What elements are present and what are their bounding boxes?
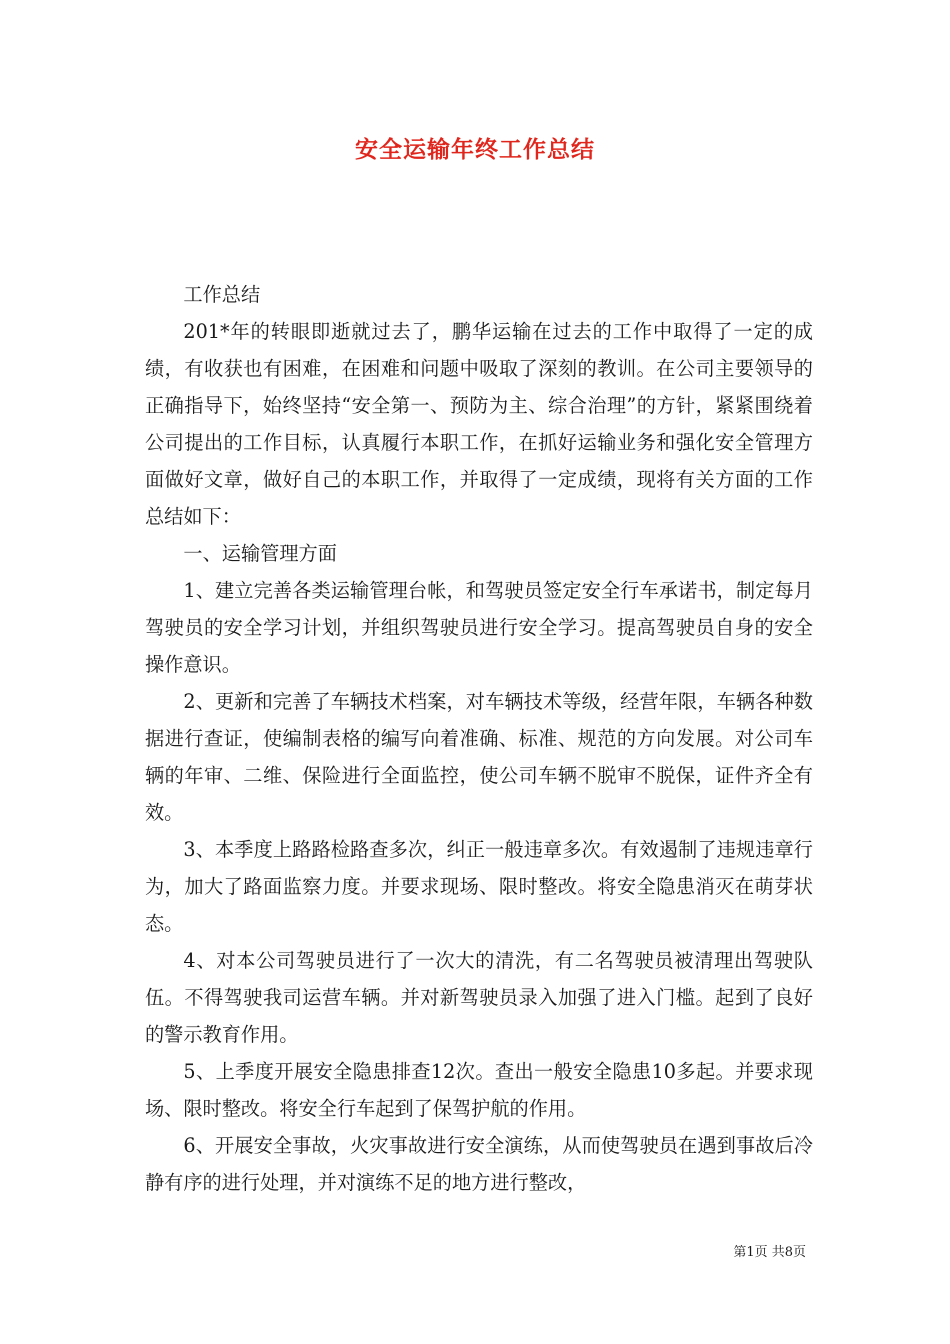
paragraph-item-4: 4、对本公司驾驶员进行了一次大的清洗，有二名驾驶员被清理出驾驶队伍。不得驾驶我司运营车辆。并对新驾驶员录入加强了进入门槛。起到了良好的警示教育作用。 <box>145 949 813 1046</box>
paragraph-heading: 工作总结 <box>183 283 261 306</box>
page-number: 第1页 共8页 <box>733 1245 806 1260</box>
paragraph-item-3: 3、本季度上路路检路查多次，纠正一般违章多次。有效遏制了违规违章行为，加大了路面监察力度。并要求现场、限时整改。将安全隐患消灭在萌芽状态。 <box>145 838 813 935</box>
paragraph-item-6: 6、开展安全事故，火灾事故进行安全演练，从而使驾驶员在遇到事故后冷静有序的进行处理，并对演练不足的地方进行整改， <box>145 1134 813 1194</box>
paragraph-intro: 201*年的转眼即逝就过去了，鹏华运输在过去的工作中取得了一定的成绩，有收获也有困难，在困难和问题中吸取了深刻的教训。在公司主要领导的正确指导下，始终坚持“安全第一、预防为主、综合治理”的方针，紧紧围绕着公司提出的工作目标，认真履行本职工作，在抓好运输业务和强化安全管理方面做好文章，做好自己的本职工作，并取得了一定成绩，现将有关方面的工作总结如下： <box>145 320 813 528</box>
document-title: 安全运输年终工作总结 <box>355 136 595 163</box>
section-heading-transport: 一、运输管理方面 <box>183 542 337 565</box>
paragraph-item-2: 2、更新和完善了车辆技术档案，对车辆技术等级，经营年限，车辆各种数据进行查证，使编制表格的编写向着准确、标准、规范的方向发展。对公司车辆的年审、二维、保险进行全面监控，使公司车辆不脱审不脱保，证件齐全有效。 <box>145 690 813 824</box>
document-body <box>145 276 813 1201</box>
paragraph-item-5: 5、上季度开展安全隐患排查12次。查出一般安全隐患10多起。并要求现场、限时整改。将安全行车起到了保驾护航的作用。 <box>145 1060 813 1120</box>
paragraph-item-1: 1、建立完善各类运输管理台帐，和驾驶员签定安全行车承诺书，制定每月驾驶员的安全学习计划，并组织驾驶员进行安全学习。提高驾驶员自身的安全操作意识。 <box>145 579 813 676</box>
